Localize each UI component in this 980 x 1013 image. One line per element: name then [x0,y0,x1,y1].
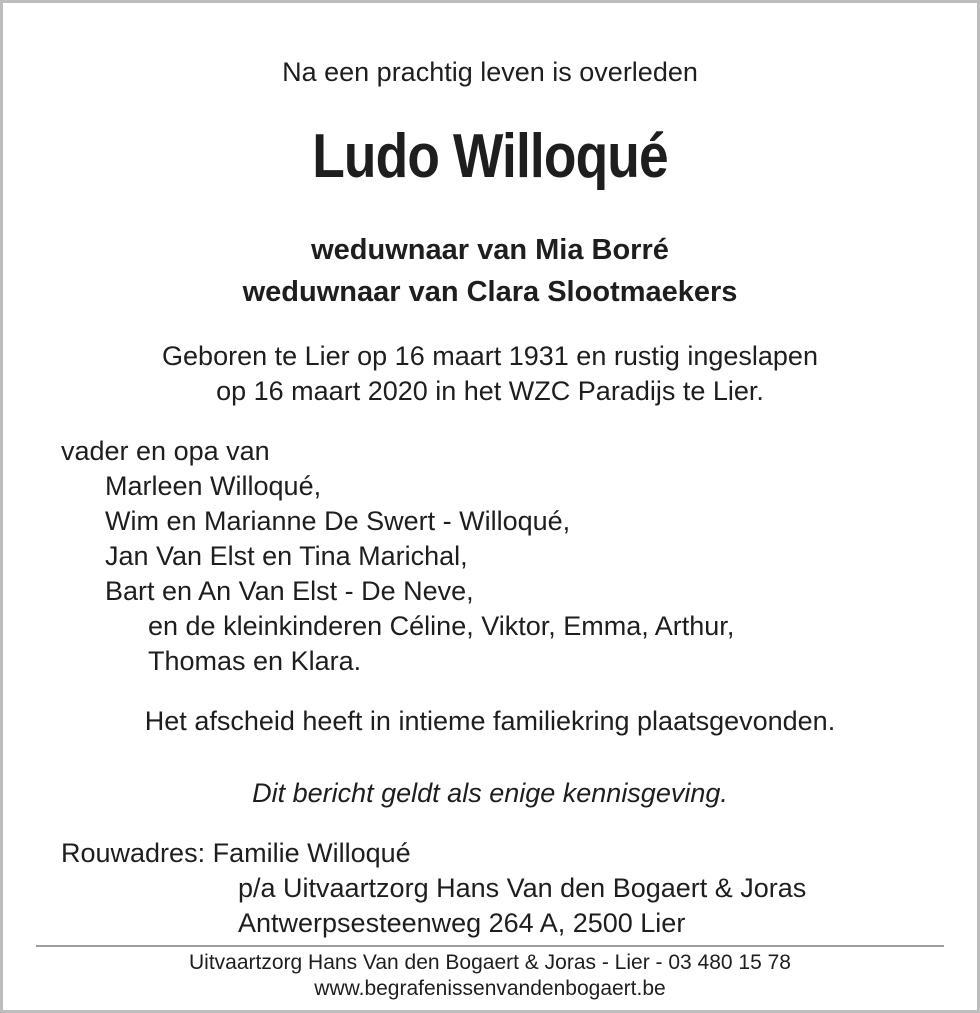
footer-divider [36,945,944,947]
footer-website-link[interactable]: www.begrafenissenvandenbogaert.be [314,977,666,1000]
grandchildren-line-1: en de kleinkinderen Céline, Viktor, Emma, Arthur, [148,611,735,641]
intro-text: Na een prachtig leven is overleden [282,57,698,87]
family-child-2: Wim en Marianne De Swert - Willoqué, [105,506,571,536]
widower-line-1: weduwnaar van Mia Borré [311,234,669,266]
birth-death-line-2: op 16 maart 2020 in het WZC Paradijs te Lier. [216,376,764,406]
grandchildren-line-2: Thomas en Klara. [148,646,362,676]
address-line-1: Rouwadres: Familie Willoqué [61,838,411,868]
birth-death-line-1: Geboren te Lier op 16 maart 1931 en rustig ingeslapen [162,341,818,371]
deceased-name: Ludo Willoqué [312,122,668,191]
farewell-text: Het afscheid heeft in intieme familiekring plaatsgevonden. [144,706,836,736]
family-heading: vader en opa van [61,436,270,466]
address-line-2: p/a Uitvaartzorg Hans Van den Bogaert & Joras [238,873,807,903]
footer-company: Uitvaartzorg Hans Van den Bogaert & Joras - Lier - 03 480 15 78 [189,951,791,974]
family-child-3: Jan Van Elst en Tina Marichal, [105,541,468,571]
address-line-3: Antwerpsesteenweg 264 A, 2500 Lier [238,908,686,938]
notice-text: Dit bericht geldt als enige kennisgeving. [252,778,728,808]
widower-line-2: weduwnaar van Clara Slootmaekers [242,276,738,308]
family-child-1: Marleen Willoqué, [105,471,322,501]
family-child-4: Bart en An Van Elst - De Neve, [105,576,474,606]
